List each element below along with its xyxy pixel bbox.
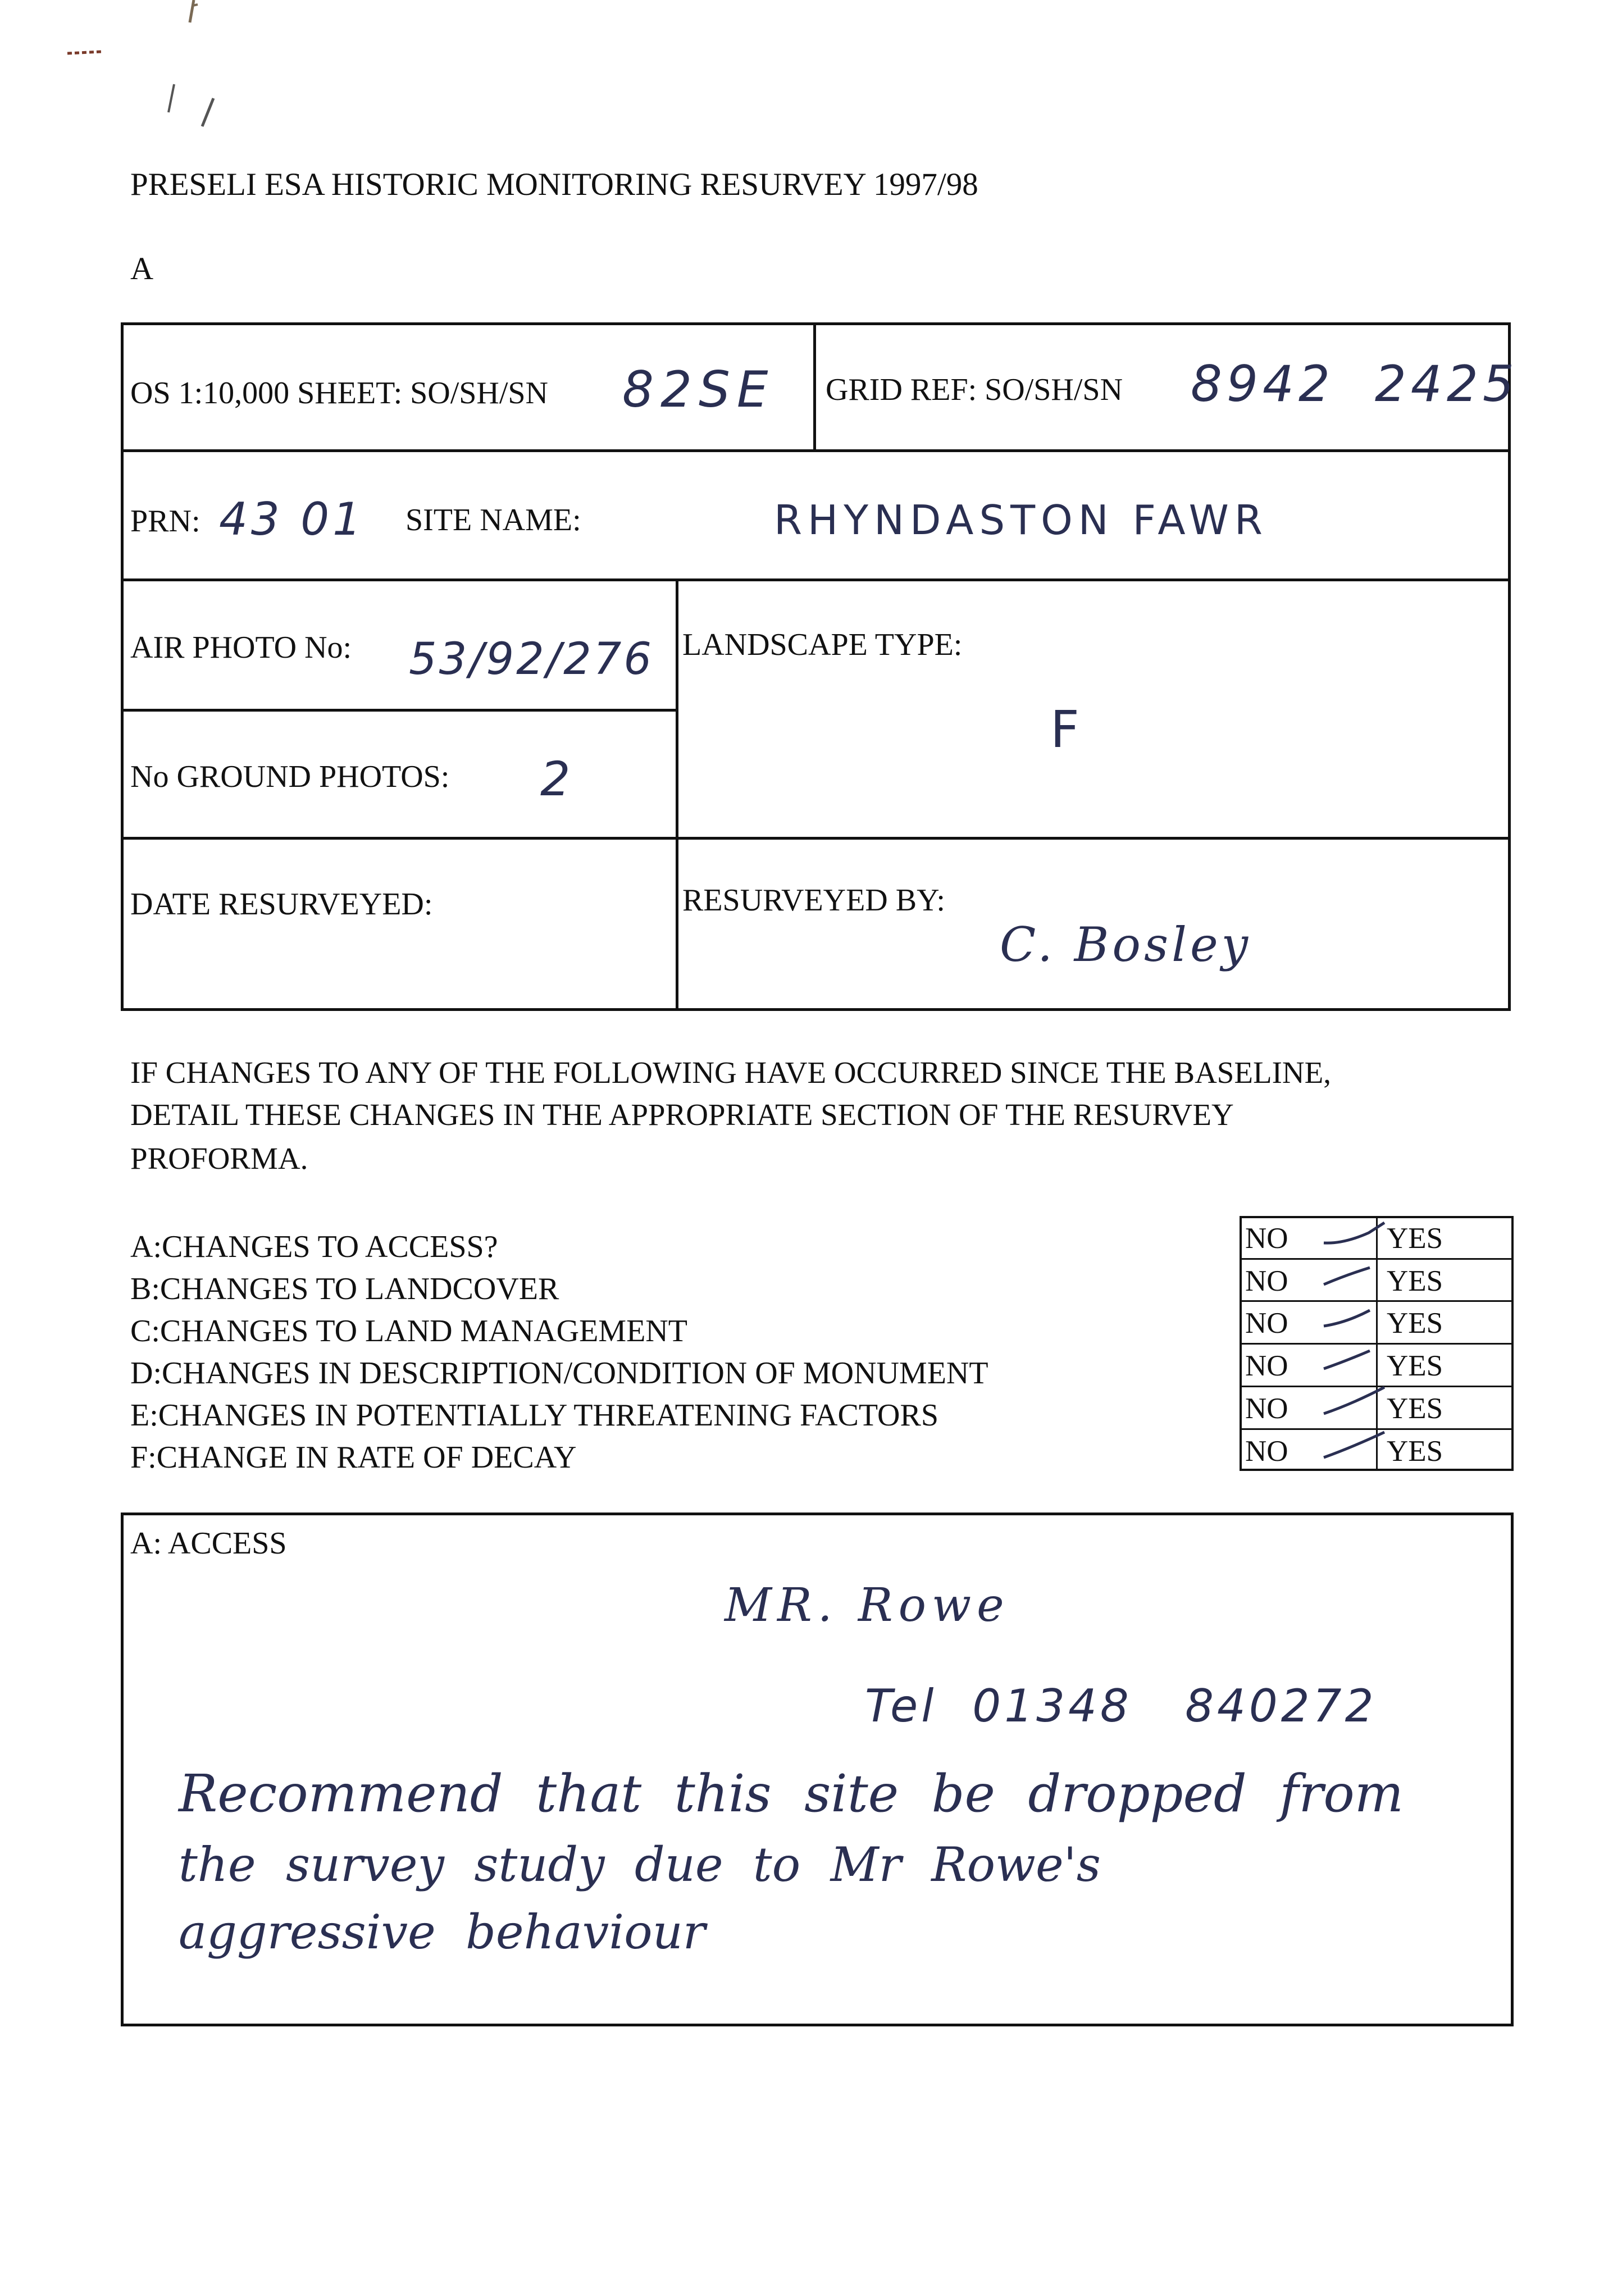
landscape-type-value[interactable]: F xyxy=(1050,700,1079,759)
air-photo-label: AIR PHOTO No: xyxy=(130,630,352,665)
yes-option-e[interactable]: YES xyxy=(1387,1392,1443,1425)
ground-photos-label: No GROUND PHOTOS: xyxy=(130,759,450,794)
tick-mark-c xyxy=(1324,1310,1370,1326)
access-phone[interactable]: Tel 01348 840272 xyxy=(865,1680,1377,1732)
change-label-landcover: B:CHANGES TO LANDCOVER xyxy=(130,1272,559,1306)
access-note-line-2[interactable]: the survey study due to Mr Rowe's xyxy=(179,1837,1101,1892)
change-label-threatening-factors: E:CHANGES IN POTENTIALLY THREATENING FACTORS xyxy=(130,1398,938,1433)
no-option-c[interactable]: NO xyxy=(1245,1307,1288,1340)
date-resurveyed-label: DATE RESURVEYED: xyxy=(130,887,433,922)
prn-value[interactable]: 43 01 xyxy=(219,493,365,545)
resurveyed-by-value[interactable]: C. Bosley xyxy=(1000,917,1252,972)
tick-mark-b xyxy=(1324,1268,1370,1284)
air-photo-value[interactable]: 53/92/276 xyxy=(409,634,654,685)
no-option-d[interactable]: NO xyxy=(1245,1350,1288,1382)
resurveyed-by-label: RESURVEYED BY: xyxy=(682,883,945,918)
os-sheet-label: OS 1:10,000 SHEET: SO/SH/SN xyxy=(130,376,548,411)
section-letter: A xyxy=(130,251,154,286)
change-label-access: A:CHANGES TO ACCESS? xyxy=(130,1229,498,1264)
corner-marks xyxy=(34,0,225,135)
change-label-rate-of-decay: F:CHANGE IN RATE OF DECAY xyxy=(130,1440,577,1475)
access-contact-name[interactable]: MR. Rowe xyxy=(725,1579,1010,1632)
no-option-f[interactable]: NO xyxy=(1245,1435,1288,1468)
tick-marks xyxy=(1240,1216,1514,1471)
access-note-line-1[interactable]: Recommend that this site be dropped from xyxy=(179,1764,1404,1824)
site-name-value[interactable]: RHYNDASTON FAWR xyxy=(774,496,1268,544)
site-name-label: SITE NAME: xyxy=(406,503,581,537)
os-sheet-value[interactable]: 82SE xyxy=(622,361,775,418)
change-label-land-management: C:CHANGES TO LAND MANAGEMENT xyxy=(130,1314,687,1349)
no-option-e[interactable]: NO xyxy=(1245,1392,1288,1425)
yes-option-b[interactable]: YES xyxy=(1387,1265,1443,1297)
tick-mark-d xyxy=(1324,1351,1370,1369)
form-title: PRESELI ESA HISTORIC MONITORING RESURVEY 1997/98 xyxy=(130,167,978,202)
yes-option-a[interactable]: YES xyxy=(1387,1222,1443,1255)
tick-mark-e xyxy=(1324,1387,1384,1414)
grid-ref-value[interactable]: 8942 2425 xyxy=(1191,355,1519,413)
tick-mark-a xyxy=(1324,1223,1384,1243)
ground-photos-value[interactable]: 2 xyxy=(540,751,571,807)
instructions-line-1: IF CHANGES TO ANY OF THE FOLLOWING HAVE OCCURRED SINCE THE BASELINE, xyxy=(130,1055,1331,1090)
yes-option-c[interactable]: YES xyxy=(1387,1307,1443,1340)
no-option-b[interactable]: NO xyxy=(1245,1265,1288,1297)
change-label-description-condition: D:CHANGES IN DESCRIPTION/CONDITION OF MONUMENT xyxy=(130,1356,988,1391)
yes-option-f[interactable]: YES xyxy=(1387,1435,1443,1468)
landscape-type-label: LANDSCAPE TYPE: xyxy=(682,627,963,662)
grid-ref-label: GRID REF: SO/SH/SN xyxy=(826,372,1123,407)
instructions-line-2: DETAIL THESE CHANGES IN THE APPROPRIATE SECTION OF THE RESURVEY xyxy=(130,1097,1234,1132)
access-section-label: A: ACCESS xyxy=(130,1526,287,1561)
yes-option-d[interactable]: YES xyxy=(1387,1350,1443,1382)
access-note-line-3[interactable]: aggressive behaviour xyxy=(179,1905,705,1960)
tick-mark-f xyxy=(1324,1432,1384,1457)
instructions-line-3: PROFORMA. xyxy=(130,1141,308,1176)
changes-checkbox-table xyxy=(1240,1216,1514,1471)
prn-label: PRN: xyxy=(130,504,201,539)
no-option-a[interactable]: NO xyxy=(1245,1222,1288,1255)
